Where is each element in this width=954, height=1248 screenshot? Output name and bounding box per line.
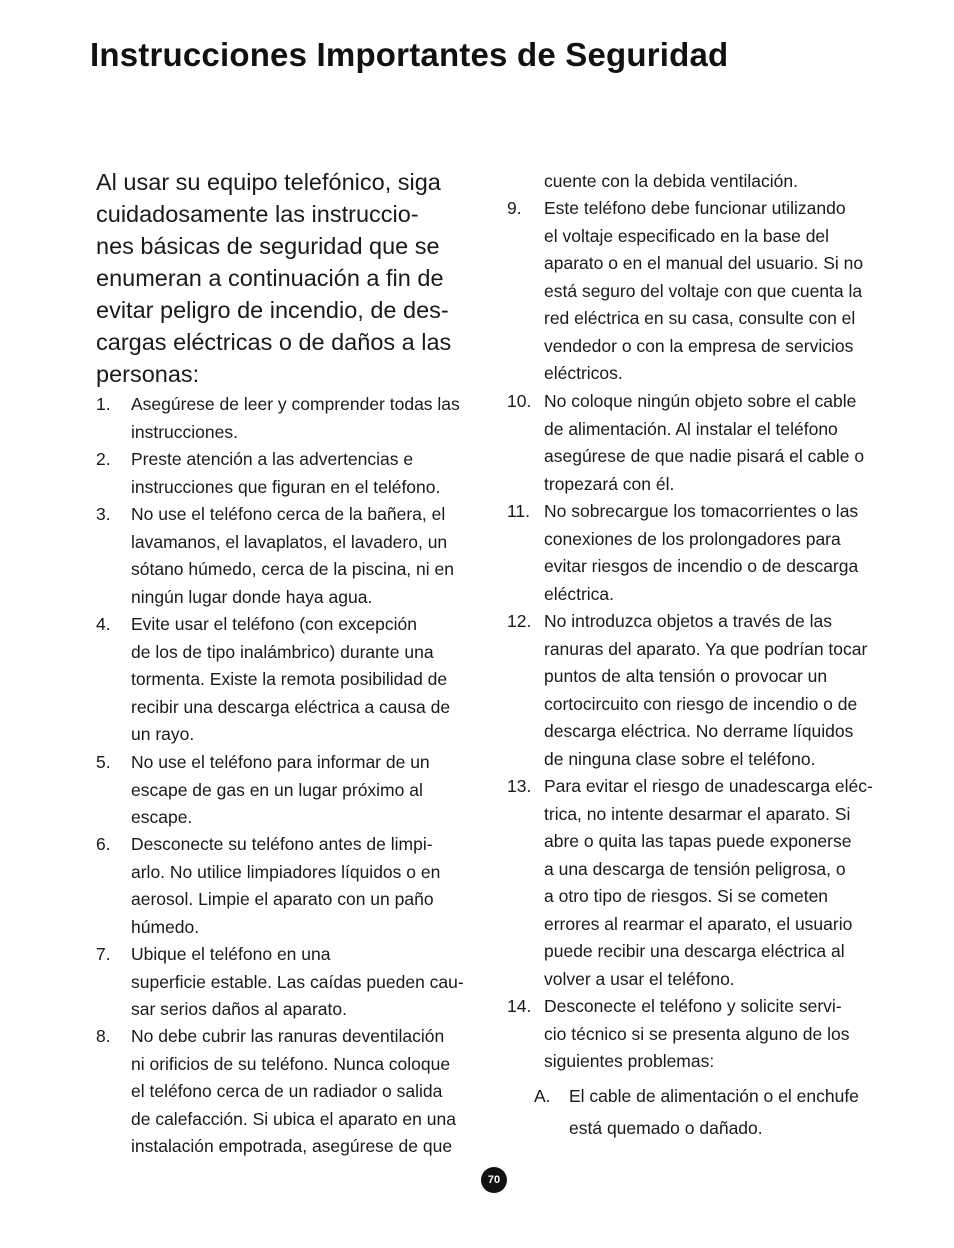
text-line: No use el teléfono para informar de un — [131, 752, 430, 772]
text-line: sar serios daños al aparato. — [131, 999, 347, 1019]
list-item-text — [131, 391, 460, 446]
text-line: descarga eléctrica. No derrame líquidos — [544, 721, 854, 741]
text-line: ni orificios de su teléfono. Nunca coloque — [131, 1053, 451, 1074]
list-item-text — [131, 749, 430, 832]
text-line: está quemado o dañado. — [569, 1118, 763, 1138]
list-item-number: 13. — [507, 776, 532, 796]
text-line: escape. — [131, 807, 193, 827]
text-line: instrucciones que figuran en el teléfono. — [131, 476, 441, 497]
text-line: vendedor o con la empresa de servicios — [544, 335, 854, 356]
text-line: tormenta. Existe la remota posibilidad de — [131, 669, 448, 689]
intro-line: evitar peligro de incendio, de des- — [96, 297, 449, 323]
list-item-number: 5. — [96, 752, 111, 772]
list-item-number: 2. — [96, 449, 111, 469]
intro-line: cuidadosamente las instruccio- — [96, 201, 419, 227]
text-line: Preste atención a las advertencias e — [131, 449, 414, 469]
text-line: red eléctrica en su casa, consulte con el — [544, 308, 856, 328]
list-item-text — [544, 168, 798, 196]
list-item-number: 4. — [96, 614, 111, 634]
text-line: No coloque ningún objeto sobre el cable — [544, 391, 857, 411]
text-line: está seguro del voltaje con que cuenta la — [544, 280, 863, 301]
text-line: Este teléfono debe funcionar utilizando — [544, 198, 846, 218]
text-line: puntos de alta tensión o provocar un — [544, 666, 828, 686]
text-line: puede recibir una descarga eléctrica al — [544, 941, 845, 961]
text-line: evitar riesgos de incendio o de descarga — [544, 556, 859, 576]
list-item-number: 8. — [96, 1026, 111, 1046]
list-item-text — [131, 1023, 456, 1161]
text-line: aparato o en el manual del usuario. Si no — [544, 253, 864, 273]
text-line: Para evitar el riesgo de unadescarga eléc- — [544, 776, 873, 796]
text-line: Desconecte su teléfono antes de limpi- — [131, 834, 433, 854]
text-line: Asegúrese de leer y comprender todas las — [131, 394, 460, 414]
text-line: cortocircuito con riesgo de incendio o de — [544, 693, 858, 714]
list-item-number: 14. — [507, 996, 532, 1016]
list-item-number: 12. — [507, 611, 532, 631]
text-line: ningún lugar donde haya agua. — [131, 586, 373, 607]
text-line: errores al rearmar el aparato, el usuario — [544, 913, 853, 934]
list-item-number: A. — [534, 1086, 551, 1106]
text-line: de los de tipo inalámbrico) durante una — [131, 641, 434, 662]
list-item-number: 6. — [96, 834, 111, 854]
text-line: a una descarga de tensión peligrosa, o — [544, 858, 846, 879]
page-title: Instrucciones Importantes de Seguridad — [90, 36, 729, 73]
list-item-text — [544, 498, 858, 608]
text-line: instrucciones. — [131, 421, 238, 442]
text-line: recibir una descarga eléctrica a causa de — [131, 696, 451, 717]
text-line: un rayo. — [131, 724, 195, 744]
list-item-text — [544, 195, 863, 388]
list-item-text — [544, 388, 864, 498]
list-item-number: 3. — [96, 504, 111, 524]
text-line: el voltaje especificado en la base del — [544, 225, 830, 246]
text-line: El cable de alimentación o el enchufe — [569, 1086, 859, 1106]
list-item-text — [544, 993, 849, 1076]
page-number-badge: 70 — [481, 1167, 507, 1193]
text-line: eléctrica. — [544, 583, 615, 604]
list-item-number: 7. — [96, 944, 111, 964]
text-line: húmedo. — [131, 916, 200, 937]
text-line: siguientes problemas: — [544, 1051, 715, 1071]
text-line: de alimentación. Al instalar el teléfono — [544, 418, 838, 439]
list-item-text — [544, 608, 867, 773]
intro-line: nes básicas de seguridad que se — [96, 233, 440, 259]
list-item-text — [569, 1080, 859, 1144]
text-line: conexiones de los prolongadores para — [544, 528, 841, 549]
list-item-text — [131, 831, 440, 941]
intro-line: cargas eléctricas o de daños a las — [96, 329, 452, 355]
text-line: No use el teléfono cerca de la bañera, el — [131, 504, 446, 524]
text-line: trica, no intente desarmar el aparato. Si — [544, 803, 851, 824]
list-item-number: 10. — [507, 391, 532, 411]
text-line: asegúrese de que nadie pisará el cable o — [544, 446, 865, 466]
text-line: No introduzca objetos a través de las — [544, 611, 832, 631]
text-line: Desconecte el teléfono y solicite servi- — [544, 996, 842, 1016]
intro-line: Al usar su equipo telefónico, siga — [96, 169, 441, 195]
intro-line: personas: — [96, 361, 200, 387]
list-item-text — [131, 611, 450, 749]
text-line: de calefacción. Si ubica el aparato en una — [131, 1108, 456, 1129]
text-line: sótano húmedo, cerca de la piscina, ni en — [131, 559, 454, 579]
text-line: escape de gas en un lugar próximo al — [131, 779, 423, 800]
text-line: instalación empotrada, asegúrese de que — [131, 1136, 453, 1156]
text-line: superficie estable. Las caídas pueden cau- — [131, 971, 464, 992]
text-line: No debe cubrir las ranuras deventilación — [131, 1026, 445, 1046]
text-line: No sobrecargue los tomacorrientes o las — [544, 501, 859, 521]
text-line: Ubique el teléfono en una — [131, 944, 331, 964]
intro-paragraph — [96, 166, 476, 390]
list-item-number: 1. — [96, 394, 111, 414]
text-line: abre o quita las tapas puede exponerse — [544, 831, 852, 851]
list-item-number: 11. — [507, 501, 531, 521]
text-line: volver a usar el teléfono. — [544, 968, 735, 989]
text-line: tropezará con él. — [544, 473, 675, 494]
text-line: eléctricos. — [544, 363, 623, 383]
list-item-text — [544, 773, 873, 993]
text-line: a otro tipo de riesgos. Si se cometen — [544, 886, 829, 906]
text-line: cuente con la debida ventilación. — [544, 171, 798, 191]
list-item-text — [131, 501, 454, 611]
text-line: arlo. No utilice limpiadores líquidos o en — [131, 861, 441, 882]
text-line: lavamanos, el lavaplatos, el lavadero, un — [131, 531, 448, 552]
intro-line: enumeran a continuación a fin de — [96, 265, 444, 291]
text-line: ranuras del aparato. Ya que podrían tocar — [544, 638, 868, 659]
list-item-number: 9. — [507, 198, 522, 218]
list-item-text — [131, 941, 464, 1024]
text-line: el teléfono cerca de un radiador o salida — [131, 1081, 443, 1101]
text-line: aerosol. Limpie el aparato con un paño — [131, 889, 434, 909]
text-line: de ninguna clase sobre el teléfono. — [544, 748, 816, 769]
list-item-text — [131, 446, 440, 501]
text-line: cio técnico si se presenta alguno de los — [544, 1023, 850, 1044]
text-line: Evite usar el teléfono (con excepción — [131, 614, 417, 634]
